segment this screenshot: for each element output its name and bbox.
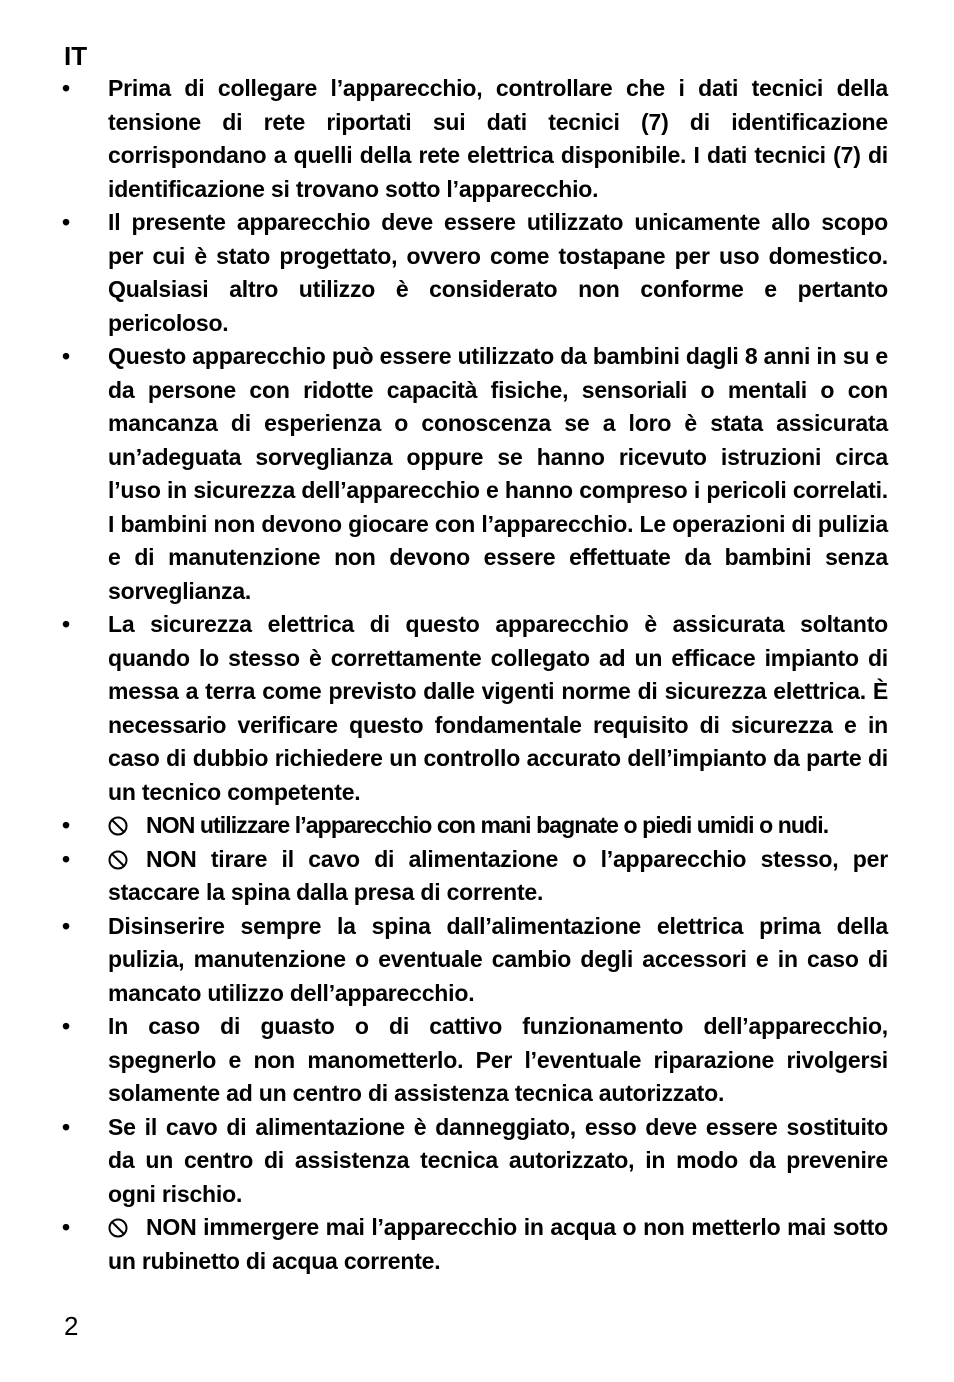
list-item bbox=[62, 206, 888, 340]
safety-instructions-list bbox=[62, 72, 888, 1278]
list-item bbox=[62, 809, 888, 843]
bullet: • bbox=[62, 812, 70, 838]
list-item bbox=[62, 910, 888, 1011]
bullet: • bbox=[62, 1013, 70, 1039]
list-item bbox=[62, 340, 888, 608]
bullet: • bbox=[62, 611, 70, 637]
item-text: Il presente apparecchio deve essere utilizzato unicamente allo scopo per cui è stato progettato, ovvero come tostapane per uso domestico. Qualsiasi altro utilizzo è considerato non conforme e pertanto pericoloso. bbox=[108, 209, 888, 336]
language-code: IT bbox=[64, 41, 88, 71]
bullet: • bbox=[62, 1214, 70, 1240]
bullet: • bbox=[62, 209, 70, 235]
list-item bbox=[62, 1211, 888, 1278]
item-text: NON immergere mai l’apparecchio in acqua o non metterlo mai sotto un rubinetto di acqua corrente. bbox=[108, 1214, 888, 1274]
list-item bbox=[62, 608, 888, 809]
prohibition-icon bbox=[108, 1218, 128, 1238]
bullet: • bbox=[62, 1113, 70, 1140]
item-text: Questo apparecchio può essere utilizzato da bambini dagli 8 anni in su e da persone con ridotte capacità fisiche, sensoriali o mentali o con mancanza di esperienza o conoscenza se a loro è stata assicurata un’adeguata sorveglianza oppure se hanno ricevuto istruzioni circa l’uso in sicurezza dell’apparecchio e hanno compreso i pericoli correlati. I bambini non devono giocare con l’apparecchio. Le operazioni di pulizia e di manutenzione non devono essere effettuate da bambini senza sorveglianza. bbox=[108, 343, 888, 604]
item-text: In caso di guasto o di cattivo funzionamento dell’apparecchio, spegnerlo e non manometterlo. Per l’eventuale riparazione rivolgersi solamente ad un centro di assistenza tecnica autorizzato. bbox=[108, 1013, 888, 1106]
bullet: • bbox=[62, 912, 70, 939]
bullet: • bbox=[62, 343, 70, 369]
page-number: 2 bbox=[64, 1311, 79, 1341]
list-item bbox=[62, 843, 888, 910]
list-item bbox=[62, 1111, 888, 1212]
item-text: Prima di collegare l’apparecchio, controllare che i dati tecnici della tensione di rete riportati sui dati tecnici (7) di identificazione corrispondano a quelli della rete elettrica disponibile. I dati tecnici (7) di identificazione si trovano sotto l’apparecchio. bbox=[108, 75, 888, 202]
bullet: • bbox=[62, 845, 70, 872]
item-text: La sicurezza elettrica di questo apparecchio è assicurata soltanto quando lo stesso è correttamente collegato ad un efficace impianto di messa a terra come previsto dalle vigenti norme di sicurezza elettrica. È necessario verificare questo fondamentale requisito di sicurezza e in caso di dubbio richiedere un controllo accurato dell’impianto da parte di un tecnico competente. bbox=[108, 611, 888, 805]
prohibition-icon bbox=[108, 816, 128, 836]
item-text: NON tirare il cavo di alimentazione o l’apparecchio stesso, per staccare la spina dalla presa di corrente. bbox=[108, 845, 888, 905]
prohibition-icon bbox=[108, 850, 128, 870]
bullet: • bbox=[62, 75, 70, 101]
list-item bbox=[62, 72, 888, 206]
item-text: Se il cavo di alimentazione è danneggiato, esso deve essere sostituito da un centro di assistenza tecnica autorizzato, in modo da prevenire ogni rischio. bbox=[108, 1113, 888, 1207]
list-item bbox=[62, 1010, 888, 1111]
item-text: Disinserire sempre la spina dall’alimentazione elettrica prima della pulizia, manutenzione o eventuale cambio degli accessori e in caso di mancato utilizzo dell’apparecchio. bbox=[108, 912, 888, 1006]
item-text: NON utilizzare l’apparecchio con mani bagnate o piedi umidi o nudi. bbox=[146, 812, 829, 838]
